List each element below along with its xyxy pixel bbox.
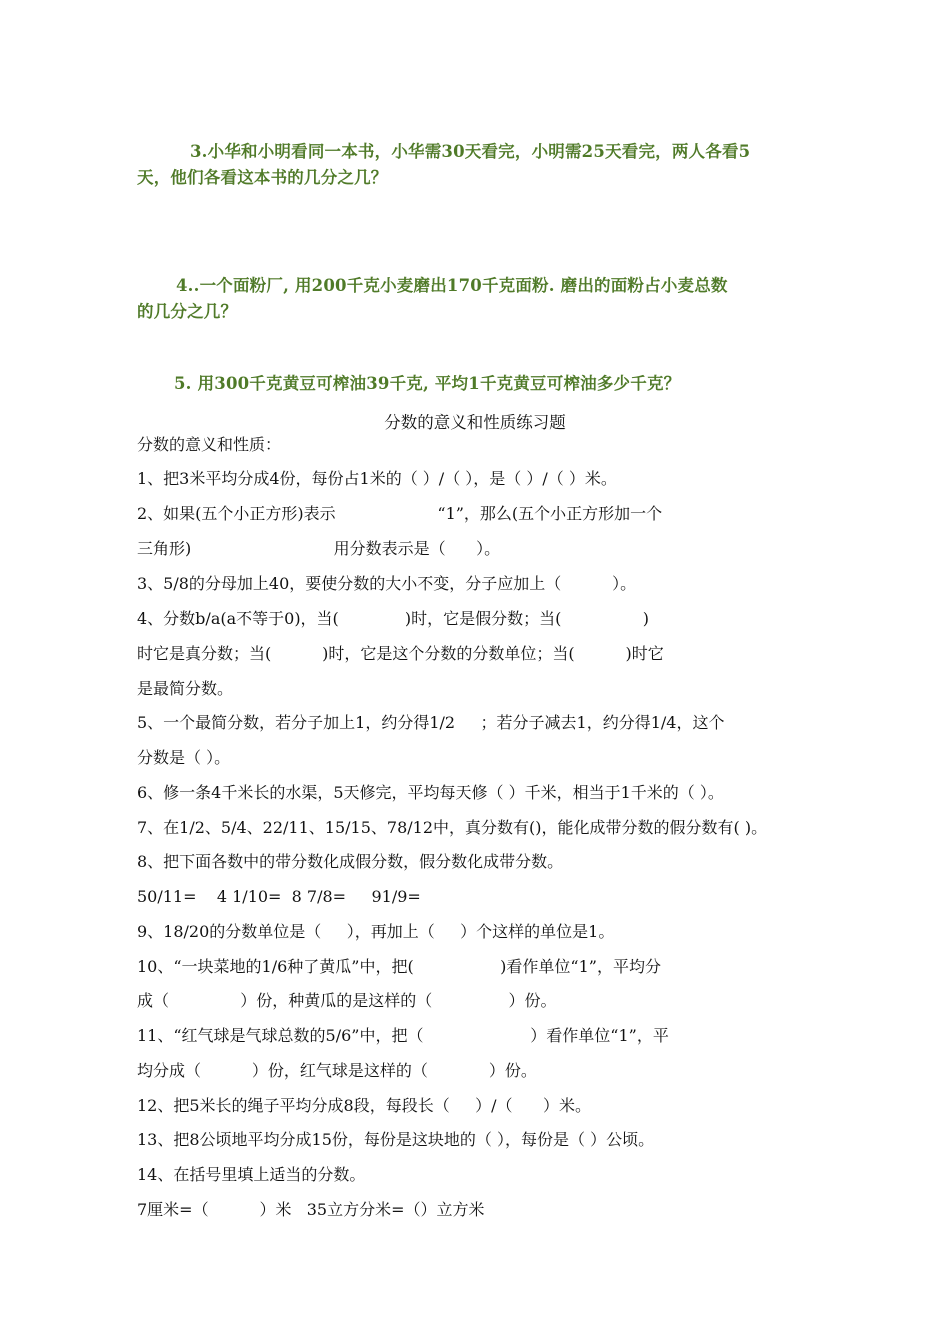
exercise-line: 4、分数b/a(a不等于0)，当( )时，它是假分数；当( ) xyxy=(137,609,650,628)
exercise-line: 11、“红气球是气球总数的5/6”中，把（ ）看作单位“1”，平 xyxy=(137,1026,669,1045)
exercise-line: 是最简分数。 xyxy=(137,679,234,698)
exercise-line: 分数是（ ）。 xyxy=(137,748,231,767)
exercise-line: 6、修一条4千米长的水渠，5天修完，平均每天修（ ）千米，相当于1千米的（ ）。 xyxy=(137,783,724,802)
exercise-line: 13、把8公顷地平均分成15份，每份是这块地的（ ），每份是（ ）公顷。 xyxy=(137,1130,655,1149)
exercise-line: 9、18/20的分数单位是（ ），再加上（ ）个这样的单位是1。 xyxy=(137,922,615,941)
exercise-line: 均分成（ ）份，红气球是这样的（ ）份。 xyxy=(137,1061,537,1080)
problem-5-line-1: 5. 用300千克黄豆可榨油39千克, 平均1千克黄豆可榨油多少千克？ xyxy=(174,374,681,393)
exercise-line: 7厘米=（ ）米 35立方分米=（）立方米 xyxy=(137,1200,485,1219)
exercise-line: 10、“一块菜地的1/6种了黄瓜”中，把( )看作单位“1”，平均分 xyxy=(137,957,661,976)
exercise-line: 三角形) 用分数表示是（ ）。 xyxy=(137,539,501,558)
problem-4-line-1: 4..一个面粉厂, 用200千克小麦磨出170千克面粉. 磨出的面粉占小麦总数 xyxy=(176,276,728,295)
problem-4-line-2: 的几分之几？ xyxy=(137,302,238,321)
exercise-line: 分数的意义和性质： xyxy=(137,435,282,454)
exercise-line: 1、把3米平均分成4份，每份占1米的（ ）/（ ），是（ ）/（ ）米。 xyxy=(137,469,617,488)
exercise-line: 7、在1/2、5/4、22/11、15/15、78/12中，真分数有()，能化成带分数的假分数有( )。 xyxy=(137,818,768,837)
exercise-line: 12、把5米长的绳子平均分成8段，每段长（ ）/（ ）米。 xyxy=(137,1096,592,1115)
exercise-line: 时它是真分数；当( )时，它是这个分数的分数单位；当( )时它 xyxy=(137,644,664,663)
exercise-line: 50/11= 4 1/10= 8 7/8= 91/9= xyxy=(137,887,421,906)
exercise-line: 3、5/8的分母加上40，要使分数的大小不变，分子应加上（ ）。 xyxy=(137,574,637,593)
exercise-line: 8、把下面各数中的带分数化成假分数，假分数化成带分数。 xyxy=(137,852,564,871)
exercise-line: 5、一个最简分数，若分子加上1，约分得1/2 ；若分子减去1，约分得1/4，这个 xyxy=(137,713,725,732)
exercise-line: 2、如果(五个小正方形)表示 “1”，那么(五个小正方形加一个 xyxy=(137,504,663,523)
problem-3-line-1: 3.小华和小明看同一本书，小华需30天看完，小明需25天看完，两人各看5 xyxy=(190,142,751,161)
problem-3-line-2: 天，他们各看这本书的几分之几？ xyxy=(137,168,388,187)
exercise-title: 分数的意义和性质练习题 xyxy=(384,413,566,432)
exercise-line: 成（ ）份，种黄瓜的是这样的（ ）份。 xyxy=(137,991,557,1010)
exercise-line: 14、在括号里填上适当的分数。 xyxy=(137,1165,366,1184)
